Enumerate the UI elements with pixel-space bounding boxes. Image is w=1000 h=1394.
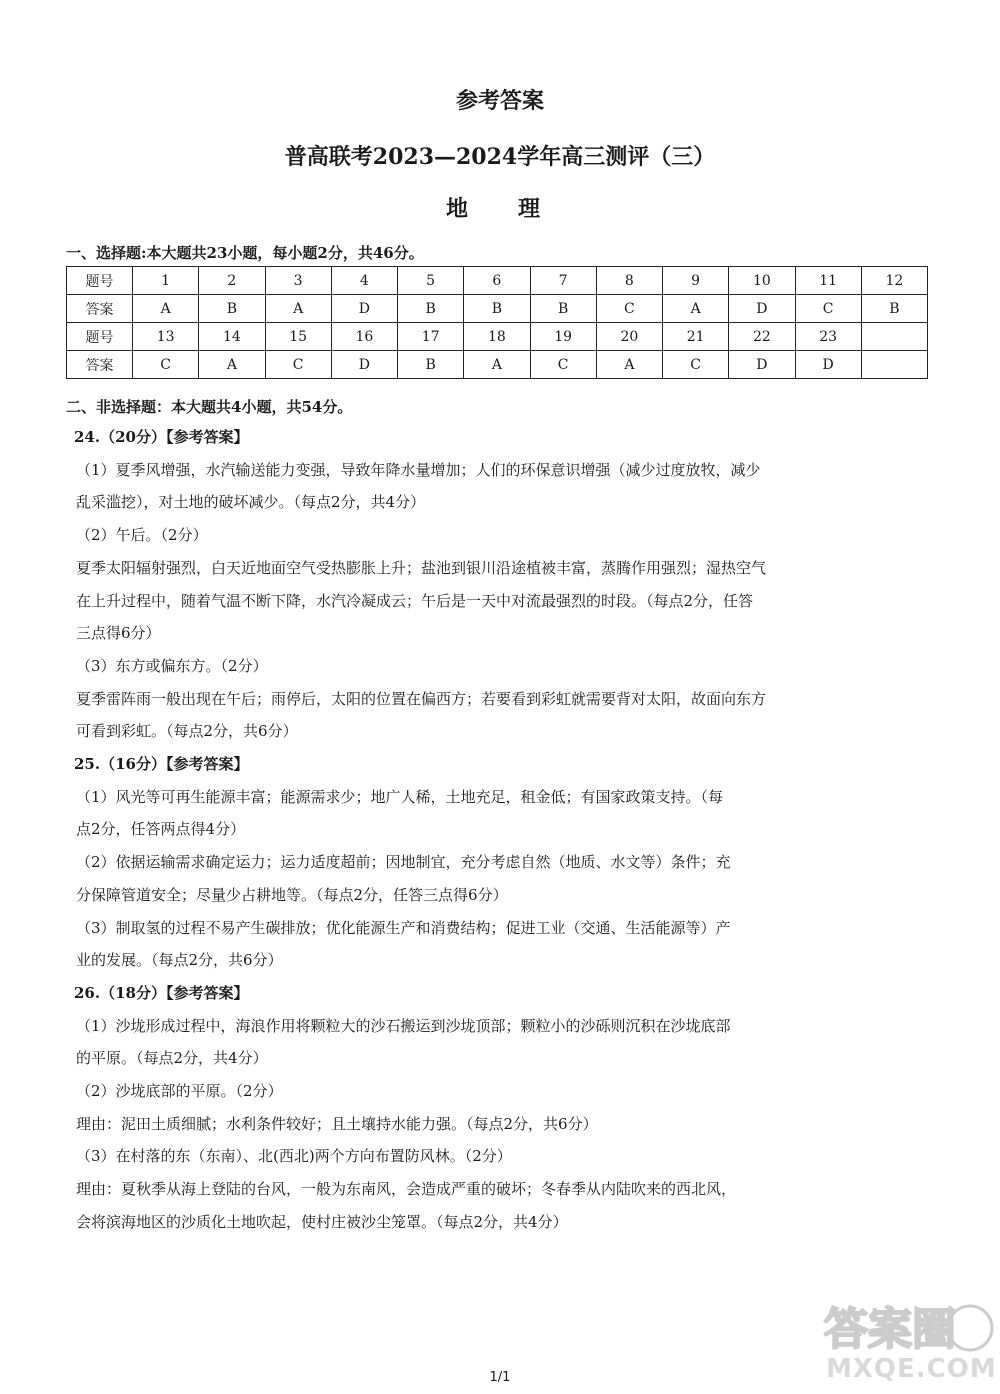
table-cell: 10 — [729, 267, 795, 295]
table-cell: D — [331, 351, 397, 379]
answer-line: 分保障管道安全；尽量少占耕地等。（每点2分，任答三点得6分） — [76, 885, 508, 904]
table-cell: A — [265, 295, 331, 323]
table-cell: B — [464, 295, 530, 323]
table-cell: C — [133, 351, 199, 379]
answer-line: （3）制取氢的过程不易产生碳排放；优化能源生产和消费结构；促进工业（交通、生活能源等）产 — [76, 918, 731, 937]
table-cell: 1 — [133, 267, 199, 295]
table-cell: 13 — [133, 323, 199, 351]
question-heading: 25.（16分）【参考答案】 — [74, 755, 249, 774]
answer-line: （1）风光等可再生能源丰富；能源需求少；地广人稀，土地充足，租金低；有国家政策支持。（每 — [76, 787, 724, 806]
question-heading: 26.（18分）【参考答案】 — [74, 983, 249, 1002]
table-cell: B — [199, 295, 265, 323]
answer-line: （3）东方或偏东方。（2分） — [76, 656, 268, 675]
watermark — [820, 1298, 995, 1390]
table-row — [67, 267, 928, 295]
answer-line: 三点得6分） — [76, 624, 161, 643]
table-cell: 11 — [795, 267, 861, 295]
table-row-header: 题号 — [67, 323, 133, 351]
answer-line: （2）午后。（2分） — [76, 526, 208, 545]
table-cell: 16 — [331, 323, 397, 351]
table-cell: C — [596, 295, 662, 323]
watermark-site: MXQE.COM — [826, 1354, 997, 1384]
answer-line: 夏季雷阵雨一般出现在午后；雨停后，太阳的位置在偏西方；若要看到彩虹就需要背对太阳，故面向东方 — [76, 689, 767, 708]
table-cell: C — [663, 351, 729, 379]
answer-line: 的平原。（每点2分，共4分） — [76, 1049, 268, 1068]
table-cell: B — [861, 295, 927, 323]
table-cell: A — [133, 295, 199, 323]
section-choice-heading: 一、选择题:本大题共23小题，每小题2分，共46分。 — [66, 244, 424, 262]
table-cell: 15 — [265, 323, 331, 351]
table-cell: 12 — [861, 267, 927, 295]
table-cell: 3 — [265, 267, 331, 295]
answer-line: （2）沙垅底部的平原。（2分） — [76, 1082, 283, 1101]
table-cell: 2 — [199, 267, 265, 295]
table-row-header: 答案 — [67, 295, 133, 323]
table-row — [67, 323, 928, 351]
answer-line: 理由：夏秋季从海上登陆的台风，一般为东南风，会造成严重的破坏；冬春季从内陆吹来的西北风， — [76, 1180, 737, 1199]
watermark-logo-text: 答案圈 — [824, 1304, 956, 1355]
answer-line: 业的发展。（每点2分，共6分） — [76, 951, 283, 970]
table-cell: C — [265, 351, 331, 379]
section-nonchoice-heading: 二、非选择题：本大题共4小题，共54分。 — [66, 398, 353, 416]
table-cell: 22 — [729, 323, 795, 351]
table-cell: D — [795, 351, 861, 379]
answer-table — [66, 266, 928, 379]
table-cell: 21 — [663, 323, 729, 351]
table-row-header: 题号 — [67, 267, 133, 295]
table-cell: A — [199, 351, 265, 379]
answer-line: （3）在村落的东（东南）、北(西北)两个方向布置防风林。（2分） — [76, 1147, 512, 1166]
table-cell: 18 — [464, 323, 530, 351]
table-cell: D — [729, 351, 795, 379]
table-cell: C — [795, 295, 861, 323]
table-cell: A — [663, 295, 729, 323]
watermark-logo-icon — [820, 1298, 995, 1356]
table-cell: A — [596, 351, 662, 379]
table-cell: 8 — [596, 267, 662, 295]
table-cell — [861, 351, 927, 379]
doc-title: 参考答案 — [455, 88, 544, 114]
exam-title: 普高联考2023—2024学年高三测评（三） — [284, 144, 716, 170]
table-cell: D — [729, 295, 795, 323]
table-cell: 20 — [596, 323, 662, 351]
table-cell: 7 — [530, 267, 596, 295]
answer-line: （1）沙垅形成过程中，海浪作用将颗粒大的沙石搬运到沙垅顶部；颗粒小的沙砾则沉积在沙垅底部 — [76, 1016, 731, 1035]
table-cell: B — [398, 295, 464, 323]
answer-line: 会将滨海地区的沙质化土地吹起，使村庄被沙尘笼罩。（每点2分，共4分） — [76, 1212, 568, 1231]
table-cell: 4 — [331, 267, 397, 295]
question-heading: 24.（20分）【参考答案】 — [74, 428, 249, 446]
table-cell: A — [464, 351, 530, 379]
answer-body — [76, 421, 922, 1239]
answer-line: 夏季太阳辐射强烈，白天近地面空气受热膨胀上升；盐池到银川沿途植被丰富，蒸腾作用强烈；湿热空气 — [76, 558, 767, 577]
table-cell: 14 — [199, 323, 265, 351]
answer-line: （2）依据运输需求确定运力；运力适度超前；因地制宜，充分考虑自然（地质、水文等）条件；充 — [76, 853, 731, 872]
table-cell: 9 — [663, 267, 729, 295]
table-row — [67, 295, 928, 323]
table-cell: B — [398, 351, 464, 379]
table-cell: 23 — [795, 323, 861, 351]
table-cell — [861, 323, 927, 351]
answer-line: （1）夏季风增强，水汽输送能力变强，导致年降水量增加；人们的环保意识增强（减少过度放牧，减少 — [76, 460, 761, 479]
table-row-header: 答案 — [67, 351, 133, 379]
table-cell: 17 — [398, 323, 464, 351]
subject-title: 地 理 — [445, 196, 554, 222]
answer-line: 在上升过程中，随着气温不断下降，水汽冷凝成云；午后是一天中对流最强烈的时段。（每点2分，任答 — [76, 591, 754, 610]
table-cell: D — [331, 295, 397, 323]
page-number: 1/1 — [489, 1370, 511, 1385]
answer-line: 理由：泥田土质细腻；水利条件较好；且土壤持水能力强。（每点2分，共6分） — [76, 1114, 598, 1133]
table-cell: C — [530, 351, 596, 379]
table-cell: 19 — [530, 323, 596, 351]
answer-line: 点2分，任答两点得4分） — [76, 820, 246, 839]
table-cell: B — [530, 295, 596, 323]
answer-line: 可看到彩虹。（每点2分，共6分） — [76, 722, 298, 741]
table-cell: 5 — [398, 267, 464, 295]
table-cell: 6 — [464, 267, 530, 295]
table-row — [67, 351, 928, 379]
answer-line: 乱采滥挖），对土地的破坏减少。（每点2分，共4分） — [76, 493, 426, 512]
